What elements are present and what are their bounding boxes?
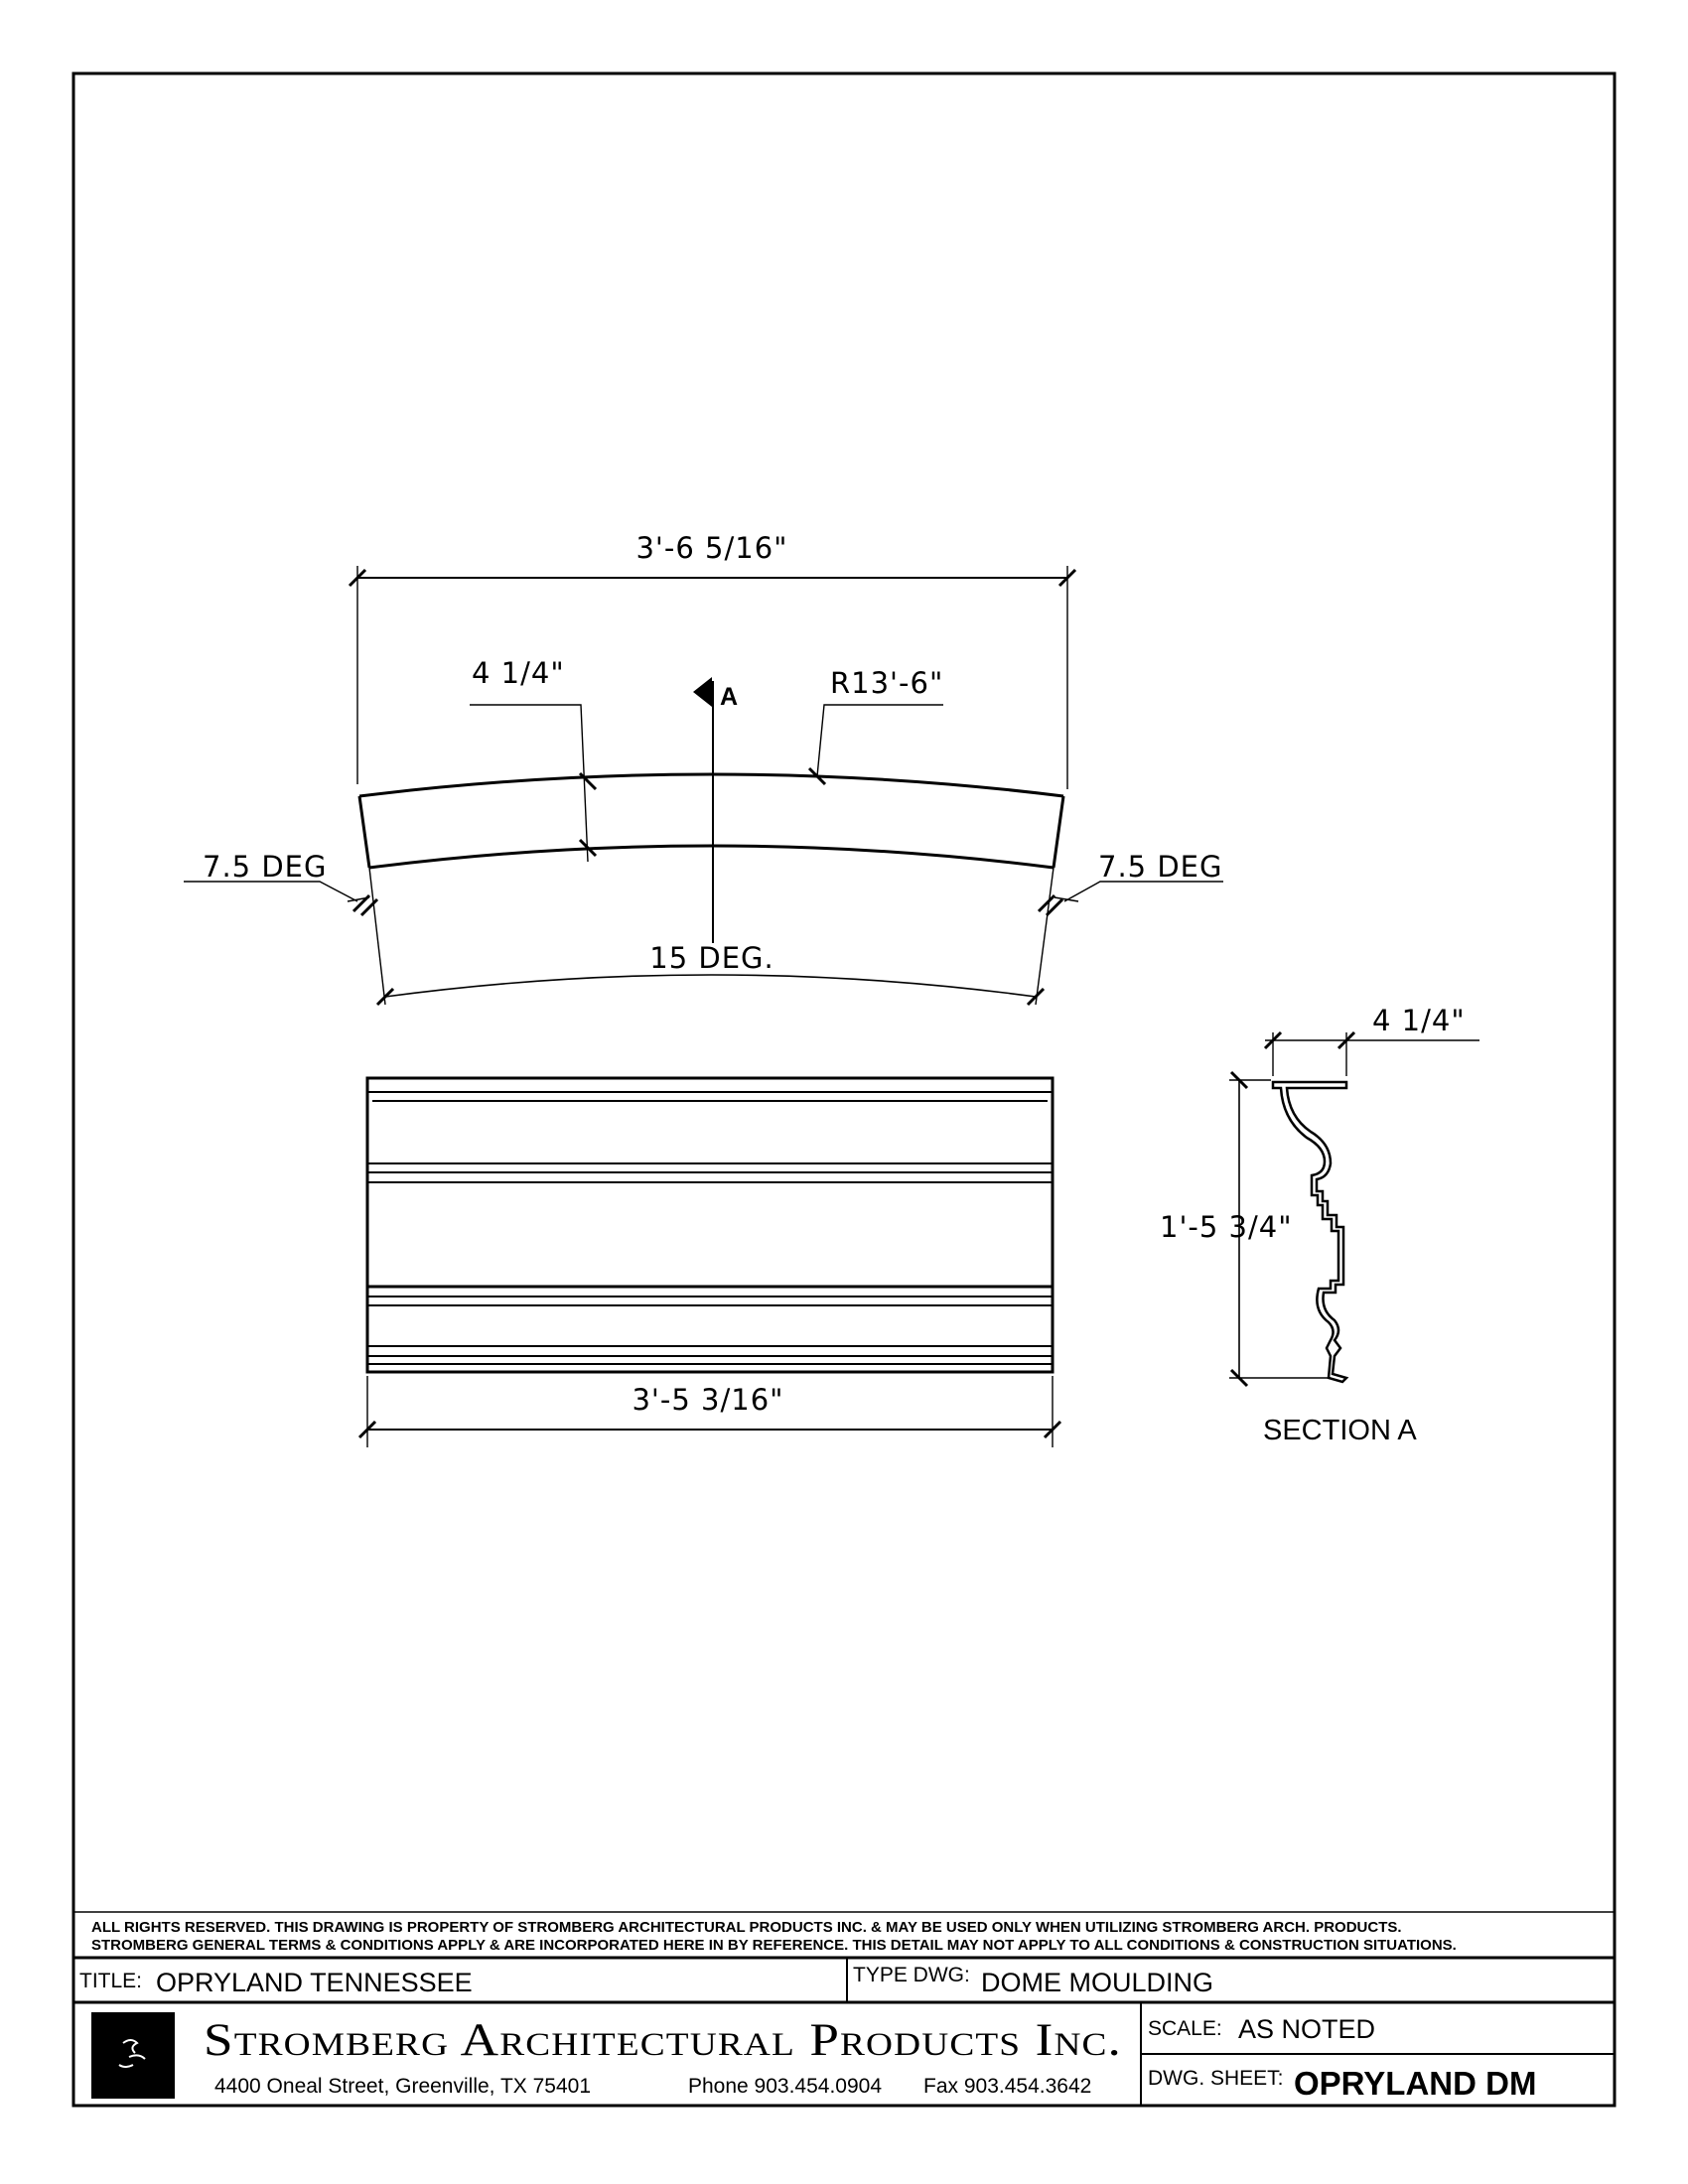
type-dwg-value: DOME MOULDING (981, 1968, 1214, 1997)
company-address: 4400 Oneal Street, Greenville, TX 75401 (214, 2075, 592, 2098)
scale-value: AS NOTED (1238, 2014, 1376, 2044)
company-phone: Phone 903.454.0904 (688, 2075, 883, 2098)
company-name: Stromberg Architectural Products Inc. (204, 2014, 1122, 2066)
section-marker-label: A (720, 683, 739, 711)
section-marker-flag (693, 677, 712, 707)
rights-notice-line-2: STROMBERG GENERAL TERMS & CONDITIONS APPLY & ARE INCORPORATED HERE IN BY REFERENCE. THIS DETAIL MAY NOT APPLY TO ALL CONDITIONS & CONSTRUCTION SITUATIONS. (91, 1937, 1457, 1954)
sheet-value: OPRYLAND DM (1294, 2065, 1537, 2102)
section-height-dimension: 1'-5 3/4" (1160, 1210, 1293, 1244)
sheet-border (73, 73, 1615, 2106)
title-value: OPRYLAND TENNESSEE (156, 1968, 473, 1997)
title-label: TITLE: (79, 1970, 143, 1992)
section-a-title: SECTION A (1263, 1415, 1417, 1446)
plan-chord-dimension: 3'-6 5/16" (635, 531, 788, 565)
arc-outer-edge (359, 774, 1063, 796)
section-a-dimensions (1229, 1032, 1479, 1386)
sheet-label: DWG. SHEET: (1148, 2067, 1284, 2090)
plan-view (184, 566, 1223, 1005)
company-logo (91, 2012, 175, 2099)
section-projection-dimension: 4 1/4" (1372, 1004, 1466, 1037)
plan-radius-dimension: R13'-6" (830, 666, 944, 700)
plan-total-angle: 15 DEG. (649, 941, 774, 975)
scale-label: SCALE: (1148, 2017, 1222, 2040)
company-fax: Fax 903.454.3642 (923, 2075, 1092, 2098)
type-dwg-label: TYPE DWG: (853, 1964, 970, 1986)
plan-width-dimension: 4 1/4" (472, 656, 565, 690)
rights-notice-line-1: ALL RIGHTS RESERVED. THIS DRAWING IS PROPERTY OF STROMBERG ARCHITECTURAL PRODUCTS INC. & MAY BE USED ONLY WHEN UTILIZING STROMBERG ARCH. PRODUCTS. (91, 1919, 1402, 1936)
arc-inner-edge (369, 846, 1054, 868)
plan-right-angle: 7.5 DEG (1098, 850, 1223, 884)
elevation-length-dimension: 3'-5 3/16" (632, 1383, 784, 1417)
plan-left-angle: 7.5 DEG (203, 850, 328, 884)
